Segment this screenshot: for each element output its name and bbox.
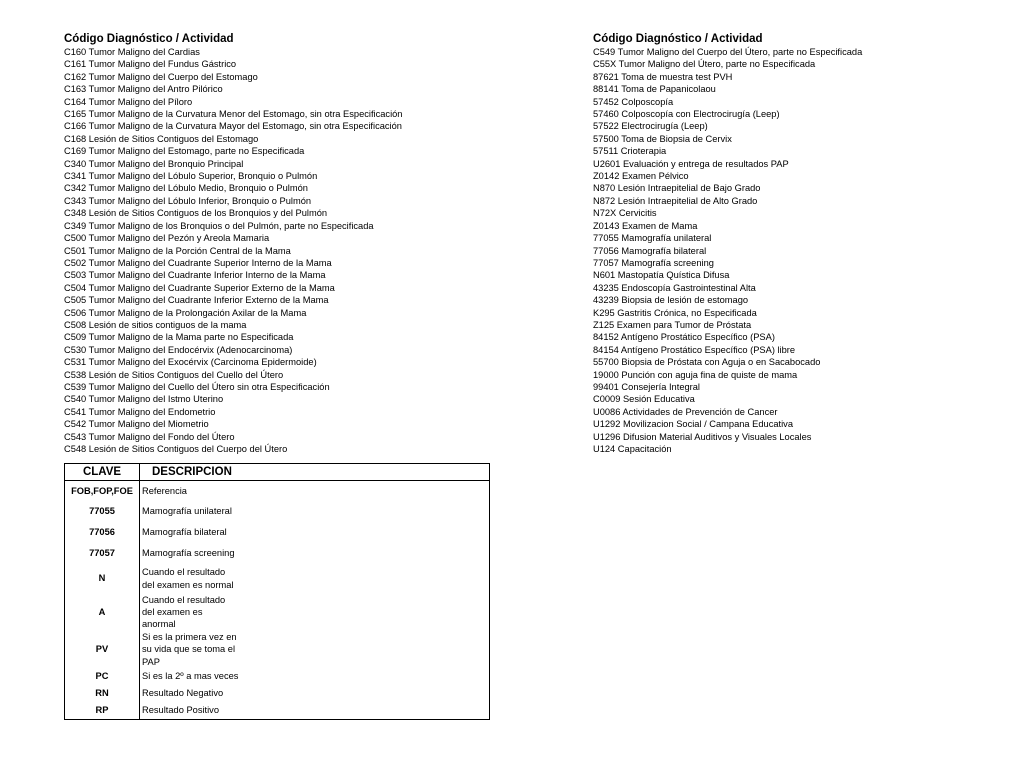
code-item: C501 Tumor Maligno de la Porción Central de la Mama (64, 245, 291, 256)
legend-header-row (65, 464, 490, 481)
legend-body (65, 481, 490, 720)
code-item: C340 Tumor Maligno del Bronquio Principal (64, 158, 244, 169)
code-item: C506 Tumor Maligno de la Prolongación Axilar de la Mama (64, 307, 307, 318)
code-item: C549 Tumor Maligno del Cuerpo del Útero, parte no Especificada (593, 47, 863, 57)
left-code-list (64, 46, 564, 455)
code-item: 87621 Toma de muestra test PVH (593, 71, 733, 82)
legend-table (64, 463, 490, 720)
descripcion-cell: Cuando el resultado del examen es normal (142, 567, 234, 590)
code-item: N72X Cervicitis (593, 208, 657, 219)
clave-cell: 77056 (65, 522, 140, 543)
code-item: 57460 Colposcopía con Electrocirugía (Leep) (593, 109, 780, 120)
right-code-column (593, 32, 1013, 455)
code-item: C166 Tumor Maligno de la Curvatura Mayor del Estomago, sin otra Especificación (64, 121, 402, 132)
code-item: 84152 Antígeno Prostático Específico (PSA) (593, 332, 775, 343)
code-item: 88141 Toma de Papanicolaou (593, 84, 716, 95)
descripcion-cell: Referencia (142, 485, 187, 496)
code-item: C539 Tumor Maligno del Cuello del Útero sin otra Especificación (64, 381, 330, 392)
code-item: C530 Tumor Maligno del Endocérvix (Adenocarcinoma) (64, 344, 293, 355)
code-item: C163 Tumor Maligno del Antro Pilórico (64, 84, 223, 95)
code-item: C169 Tumor Maligno del Estomago, parte no Especificada (64, 146, 305, 157)
code-item: U1292 Movilizacion Social / Campana Educativa (593, 419, 793, 430)
code-item: C342 Tumor Maligno del Lóbulo Medio, Bronquio o Pulmón (64, 183, 308, 194)
code-item: C508 Lesión de sitios contiguos de la mama (64, 319, 247, 330)
descripcion-cell: Mamografía unilateral (142, 505, 232, 516)
code-item: N870 Lesión Intraepitelial de Bajo Grado (593, 183, 761, 194)
code-item: C543 Tumor Maligno del Fondo del Útero (64, 431, 235, 442)
code-item: U124 Capacitación (593, 444, 672, 454)
code-item: C161 Tumor Maligno del Fundus Gástrico (64, 59, 237, 70)
left-column-header: Código Diagnóstico / Actividad (64, 33, 234, 45)
descripcion-cell: Si es la primera vez en su vida que se toma el PAP (142, 631, 237, 667)
clave-cell: PC (65, 668, 140, 684)
code-item: N601 Mastopatía Quística Difusa (593, 270, 730, 281)
code-item: 19000 Punción con aguja fina de quiste de mama (593, 369, 798, 380)
code-item: 57500 Toma de Biopsia de Cervix (593, 133, 732, 144)
legend-row (65, 501, 490, 522)
right-column-header: Código Diagnóstico / Actividad (593, 33, 763, 45)
code-item: U2601 Evaluación y entrega de resultados PAP (593, 158, 789, 169)
code-item: K295 Gastritis Crónica, no Especificada (593, 307, 757, 318)
descripcion-header: DESCRIPCION (140, 464, 490, 481)
code-item: C348 Lesión de Sitios Contiguos de los Bronquios y del Pulmón (64, 208, 328, 219)
legend-row (65, 564, 490, 594)
code-item: C55X Tumor Maligno del Útero, parte no Especificada (593, 59, 816, 70)
code-item: 55700 Biopsia de Próstata con Aguja o en Sacabocado (593, 357, 821, 368)
code-item: 43235 Endoscopía Gastrointestinal Alta (593, 282, 756, 293)
clave-cell: 77057 (65, 543, 140, 564)
legend-row (65, 522, 490, 543)
clave-cell: N (65, 564, 140, 594)
legend-row (65, 702, 490, 720)
code-item: C165 Tumor Maligno de la Curvatura Menor del Estomago, sin otra Especificación (64, 109, 403, 120)
code-item: C168 Lesión de Sitios Contiguos del Estomago (64, 133, 259, 144)
legend-row (65, 481, 490, 501)
code-item: C538 Lesión de Sitios Contiguos del Cuello del Útero (64, 369, 284, 380)
code-item: 77056 Mamografía bilateral (593, 245, 707, 256)
code-item: N872 Lesión Intraepitelial de Alto Grado (593, 195, 758, 206)
clave-cell: RP (65, 702, 140, 720)
code-item: 57452 Colposcopía (593, 96, 674, 107)
code-item: U0086 Actividades de Prevención de Cancer (593, 406, 778, 417)
legend-row (65, 594, 490, 631)
code-item: C160 Tumor Maligno del Cardias (64, 47, 200, 57)
legend-row (65, 684, 490, 702)
code-item: C164 Tumor Maligno del Píloro (64, 96, 193, 107)
code-item: C540 Tumor Maligno del Istmo Uterino (64, 394, 224, 405)
code-item: C0009 Sesión Educativa (593, 394, 695, 405)
clave-header: CLAVE (65, 464, 140, 481)
descripcion-cell: Mamografía bilateral (142, 526, 227, 537)
descripcion-cell: Mamografía screening (142, 547, 235, 558)
code-item: C509 Tumor Maligno de la Mama parte no Especificada (64, 332, 294, 343)
code-item: C349 Tumor Maligno de los Bronquios o del Pulmón, parte no Especificada (64, 220, 374, 231)
code-item: C531 Tumor Maligno del Exocérvix (Carcinoma Epidermoide) (64, 357, 317, 368)
clave-cell: 77055 (65, 501, 140, 522)
code-item: C343 Tumor Maligno del Lóbulo Inferior, Bronquio o Pulmón (64, 195, 312, 206)
descripcion-cell: Si es la 2º a mas veces (142, 670, 239, 681)
code-item: C162 Tumor Maligno del Cuerpo del Estomago (64, 71, 258, 82)
code-item: 77057 Mamografía screening (593, 257, 714, 268)
left-code-column (64, 32, 564, 455)
clave-cell: PV (65, 631, 140, 668)
descripcion-cell: Resultado Negativo (142, 687, 224, 698)
code-item: 57511 Crioterapia (593, 146, 667, 157)
clave-cell: RN (65, 684, 140, 702)
code-item: Z125 Examen para Tumor de Próstata (593, 319, 752, 330)
legend-row (65, 668, 490, 684)
clave-cell: FOB,FOP,FOE (65, 481, 140, 501)
clave-cell: A (65, 594, 140, 631)
code-item: U1296 Difusion Material Auditivos y Visuales Locales (593, 431, 812, 442)
code-item: 77055 Mamografía unilateral (593, 233, 712, 244)
code-item: C505 Tumor Maligno del Cuadrante Inferior Externo de la Mama (64, 295, 329, 306)
code-item: C504 Tumor Maligno del Cuadrante Superior Externo de la Mama (64, 282, 335, 293)
code-item: C548 Lesión de Sitios Contiguos del Cuerpo del Útero (64, 444, 288, 454)
code-item: C502 Tumor Maligno del Cuadrante Superior Interno de la Mama (64, 257, 332, 268)
code-item: C500 Tumor Maligno del Pezón y Areola Mamaria (64, 233, 270, 244)
right-code-list (593, 46, 1013, 455)
code-item: 99401 Consejería Integral (593, 381, 700, 392)
code-item: 43239 Biopsia de lesión de estomago (593, 295, 749, 306)
code-item: 84154 Antígeno Prostático Específico (PSA) libre (593, 344, 796, 355)
code-item: C503 Tumor Maligno del Cuadrante Inferior Interno de la Mama (64, 270, 326, 281)
descripcion-cell: Cuando el resultado del examen es anormal (142, 594, 226, 630)
code-item: Z0142 Examen Pélvico (593, 171, 689, 182)
code-item: C542 Tumor Maligno del Miometrio (64, 419, 209, 430)
legend-row (65, 631, 490, 668)
descripcion-cell: Resultado Positivo (142, 705, 219, 716)
code-item: C541 Tumor Maligno del Endometrio (64, 406, 216, 417)
code-item: 57522 Electrocirugía (Leep) (593, 121, 708, 132)
code-item: C341 Tumor Maligno del Lóbulo Superior, Bronquio o Pulmón (64, 171, 318, 182)
code-item: Z0143 Examen de Mama (593, 220, 698, 231)
legend-row (65, 543, 490, 564)
